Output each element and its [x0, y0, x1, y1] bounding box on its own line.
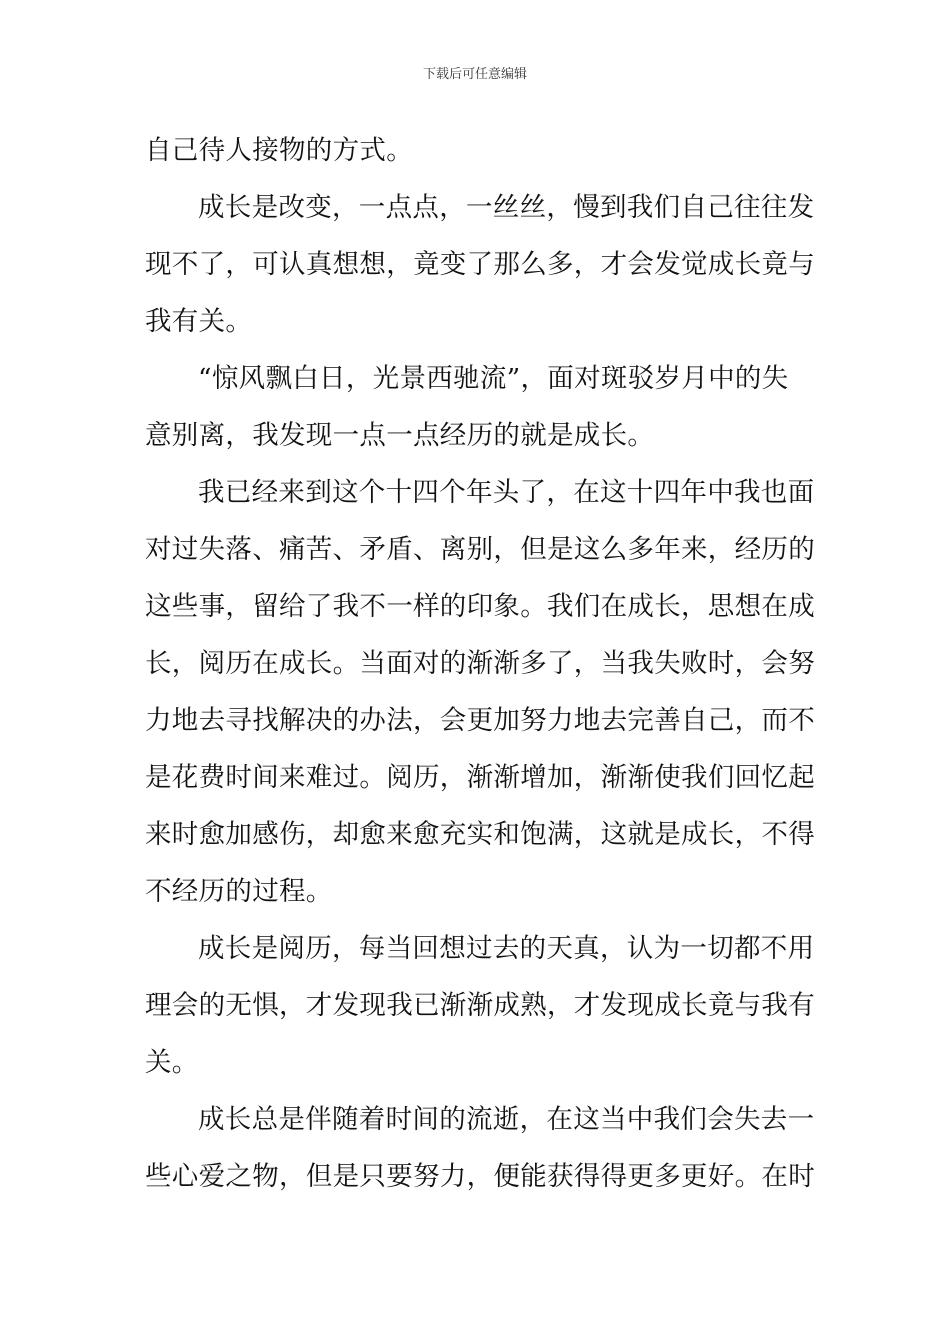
text-line: 成长是改变，一点点，一丝丝，慢到我们自己往往发 — [198, 192, 815, 223]
page-header: 下载后可任意编辑 — [422, 67, 527, 82]
text-line: 来时愈加感伤，却愈来愈充实和饱满，这就是成长，不得 — [145, 819, 815, 850]
text-line: 些心爱之物，但是只要努力，便能获得得更多更好。在时 — [145, 1161, 815, 1192]
text-line: 不经历的过程。 — [145, 876, 333, 907]
text-line: 力地去寻找解决的办法，会更加努力地去完善自己，而不 — [145, 705, 815, 736]
text-line: 意别离，我发现一点一点经历的就是成长。 — [145, 420, 655, 451]
text-line: 现不了，可认真想想，竟变了那么多，才会发觉成长竟与 — [145, 249, 815, 280]
text-line: 成长是阅历，每当回想过去的天真，认为一切都不用 — [198, 933, 815, 964]
paragraph — [145, 350, 805, 464]
text-line: 我已经来到这个十四个年头了，在这十四年中我也面 — [198, 477, 815, 508]
text-line: 长，阅历在成长。当面对的渐渐多了，当我失败时，会努 — [145, 648, 815, 679]
text-line: 理会的无惧，才发现我已渐渐成熟，才发现成长竟与我有 — [145, 990, 815, 1021]
paragraph — [145, 179, 815, 350]
text-line: 成长总是伴随着时间的流逝，在这当中我们会失去一 — [198, 1104, 815, 1135]
text-line: 关。 — [145, 1047, 199, 1078]
paragraph — [145, 122, 805, 179]
text-line: 我有关。 — [145, 306, 253, 337]
text-line: 自己待人接物的方式。 — [145, 135, 413, 166]
paragraph — [145, 1091, 815, 1205]
paragraph — [145, 920, 815, 1091]
document-body — [145, 122, 815, 1205]
text-line: 这些事，留给了我不一样的印象。我们在成长，思想在成 — [145, 591, 815, 622]
text-line: 对过失落、痛苦、矛盾、离别，但是这么多年来，经历的 — [145, 534, 815, 565]
text-line: 是花费时间来难过。阅历，渐渐增加，渐渐使我们回忆起 — [145, 762, 815, 793]
paragraph — [145, 464, 815, 920]
text-line: “惊风飘白日，光景西驰流”，面对斑驳岁月中的失 — [198, 363, 789, 394]
